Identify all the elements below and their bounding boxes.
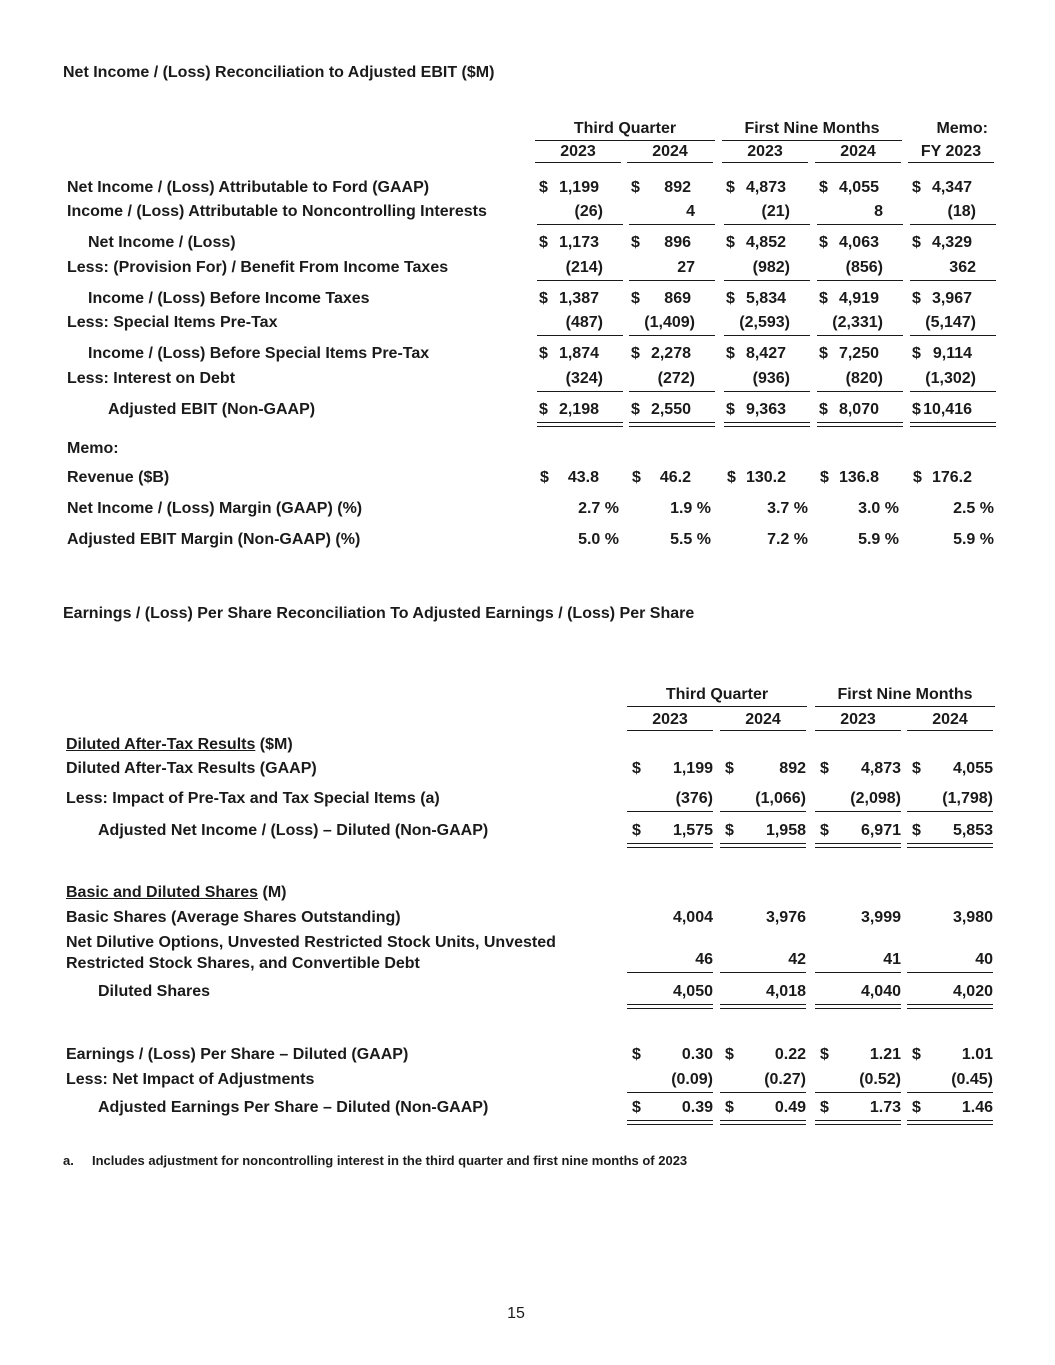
t1-cell: 896 xyxy=(664,234,691,251)
double-underline xyxy=(627,843,713,848)
t2-cell: 4,055 xyxy=(952,760,993,777)
t1-cell: (26) xyxy=(574,203,603,220)
t2-cell: 892 xyxy=(779,760,806,777)
t2-cell: 4,020 xyxy=(952,983,993,1000)
t2-cell: 1,575 xyxy=(672,822,713,839)
underline xyxy=(817,280,903,281)
t2-row-label: Adjusted Net Income / (Loss) – Diluted (Non-GAAP) xyxy=(98,822,489,839)
double-underline xyxy=(627,1120,713,1125)
t2-currency: $ xyxy=(912,1099,921,1116)
t2-currency: $ xyxy=(632,1046,641,1063)
t1-memo-row-label: Revenue ($B) xyxy=(67,469,170,486)
t2-cell: 0.30 xyxy=(681,1046,713,1063)
t2-currency: $ xyxy=(820,822,829,839)
t1-cell: 4,329 xyxy=(931,234,972,251)
table1-title: Net Income / (Loss) Reconciliation to Adjusted EBIT ($M) xyxy=(63,64,495,81)
t1-row-label: Income / (Loss) Attributable to Noncontrolling Interests xyxy=(67,203,487,220)
t1-year: 2024 xyxy=(840,143,876,160)
t1-cell: (936) xyxy=(752,370,790,387)
t1-currency: $ xyxy=(726,179,735,196)
t2-cell: (1,798) xyxy=(942,790,993,807)
t1-memo-cell: 2.7 % xyxy=(578,500,619,517)
double-underline xyxy=(907,1120,993,1125)
underline xyxy=(627,1092,713,1093)
t2-currency: $ xyxy=(912,822,921,839)
t2-cell: (376) xyxy=(675,790,713,807)
underline xyxy=(817,224,903,225)
t1-memo-cell: 3.7 % xyxy=(767,500,808,517)
t2-currency: $ xyxy=(725,822,734,839)
t2-currency: $ xyxy=(632,1099,641,1116)
t2-year: 2024 xyxy=(745,711,781,728)
t1-memo-cell: 7.2 % xyxy=(767,531,808,548)
double-underline xyxy=(817,422,903,427)
t2-currency: $ xyxy=(725,1099,734,1116)
t2-cell: 3,976 xyxy=(765,909,806,926)
t1-currency: $ xyxy=(631,290,640,307)
underline xyxy=(817,335,903,336)
t2-currency: $ xyxy=(820,1099,829,1116)
t1-cell: (214) xyxy=(565,259,603,276)
double-underline xyxy=(720,1004,806,1009)
t1-currency: $ xyxy=(913,469,922,486)
t2-currency: $ xyxy=(820,1046,829,1063)
t1-cell: 1,173 xyxy=(558,234,599,251)
t2-cell: 40 xyxy=(975,951,993,968)
t1-cell: 869 xyxy=(664,290,691,307)
t1-cell: (982) xyxy=(752,259,790,276)
t1-currency: $ xyxy=(727,469,736,486)
t1-cell: (272) xyxy=(657,370,695,387)
underline xyxy=(907,1092,993,1093)
t1-currency: $ xyxy=(540,469,549,486)
underline xyxy=(537,224,623,225)
t2-group-first-nine-months: First Nine Months xyxy=(837,686,973,703)
underline xyxy=(815,1092,901,1093)
underline xyxy=(720,1092,806,1093)
t1-currency: $ xyxy=(912,234,921,251)
underline xyxy=(817,391,903,392)
t1-currency: $ xyxy=(631,401,640,418)
t2-currency: $ xyxy=(632,760,641,777)
t2-year: 2023 xyxy=(652,711,688,728)
t2-cell: 1.21 xyxy=(869,1046,901,1063)
t1-memo-cell: 130.2 xyxy=(745,469,786,486)
t1-memo-cell: 176.2 xyxy=(931,469,972,486)
footnote-marker: a. xyxy=(63,1153,74,1168)
t2-row-label: Net Dilutive Options, Unvested Restricted Stock Units, Unvested xyxy=(66,934,556,951)
t1-cell: 8,427 xyxy=(745,345,786,362)
t2-group-third-quarter: Third Quarter xyxy=(665,686,769,703)
t1-year: 2023 xyxy=(747,143,783,160)
t1-cell: (18) xyxy=(947,203,976,220)
t1-group-memo: Memo: xyxy=(936,120,988,137)
t1-memo-cell: 5.9 % xyxy=(858,531,899,548)
t2-row-label: Diluted Shares xyxy=(98,983,211,1000)
t2-row-label: Diluted After-Tax Results (GAAP) xyxy=(66,760,317,777)
t2-cell: 0.49 xyxy=(774,1099,806,1116)
double-underline xyxy=(724,422,810,427)
t2-cell: 1.73 xyxy=(869,1099,901,1116)
t2-cell: 3,999 xyxy=(860,909,901,926)
underline xyxy=(537,335,623,336)
t1-currency: $ xyxy=(632,469,641,486)
t1-currency: $ xyxy=(819,345,828,362)
t1-cell: 9,363 xyxy=(745,401,786,418)
t2-cell: (0.45) xyxy=(951,1071,993,1088)
t2-cell: 4,050 xyxy=(672,983,713,1000)
t1-memo-cell: 5.0 % xyxy=(578,531,619,548)
t2-currency: $ xyxy=(725,760,734,777)
section-heading-diluted-results: Diluted After-Tax Results ($M) xyxy=(66,736,293,753)
t1-cell: 1,874 xyxy=(558,345,599,362)
t1-currency: $ xyxy=(631,179,640,196)
t1-cell: 8 xyxy=(874,203,883,220)
t1-cell: 4,055 xyxy=(838,179,879,196)
t1-currency: $ xyxy=(912,179,921,196)
t1-row-label: Income / (Loss) Before Income Taxes xyxy=(88,290,370,307)
underline xyxy=(537,280,623,281)
t2-currency: $ xyxy=(912,1046,921,1063)
t1-cell: (2,593) xyxy=(739,314,790,331)
t1-memo-cell: 2.5 % xyxy=(953,500,994,517)
underline xyxy=(629,280,715,281)
t1-cell: 9,114 xyxy=(932,345,972,362)
double-underline xyxy=(910,422,996,427)
t1-memo-cell: 3.0 % xyxy=(858,500,899,517)
page-number: 15 xyxy=(507,1305,525,1322)
t1-memo-cell: 1.9 % xyxy=(670,500,711,517)
underline xyxy=(910,335,996,336)
t2-cell: 6,971 xyxy=(860,822,901,839)
t1-currency: $ xyxy=(819,234,828,251)
t1-memo-row-label: Net Income / (Loss) Margin (GAAP) (%) xyxy=(67,500,363,517)
t1-cell: 4 xyxy=(686,203,695,220)
t1-cell: (2,331) xyxy=(832,314,883,331)
t1-currency: $ xyxy=(726,401,735,418)
double-underline xyxy=(815,843,901,848)
t1-cell: 2,198 xyxy=(558,401,599,418)
t1-year: FY 2023 xyxy=(920,143,982,160)
t2-cell: 4,004 xyxy=(672,909,713,926)
t1-cell: 4,873 xyxy=(745,179,786,196)
t2-row-label: Adjusted Earnings Per Share – Diluted (Non-GAAP) xyxy=(98,1099,489,1116)
double-underline xyxy=(815,1120,901,1125)
underline xyxy=(629,391,715,392)
t1-currency: $ xyxy=(820,469,829,486)
t1-cell: 3,967 xyxy=(931,290,972,307)
double-underline xyxy=(537,422,623,427)
underline xyxy=(627,972,713,973)
t1-memo-cell: 43.8 xyxy=(567,469,599,486)
t1-cell: (324) xyxy=(565,370,603,387)
underline xyxy=(720,972,806,973)
t1-cell: (487) xyxy=(565,314,603,331)
underline xyxy=(815,811,901,812)
t1-cell: 7,250 xyxy=(838,345,879,362)
underline xyxy=(815,972,901,973)
t1-row-label: Adjusted EBIT (Non-GAAP) xyxy=(108,401,316,418)
t1-cell: (21) xyxy=(761,203,790,220)
t1-group-third-quarter: Third Quarter xyxy=(573,120,677,137)
underline xyxy=(910,391,996,392)
t2-currency: $ xyxy=(632,822,641,839)
t1-currency: $ xyxy=(819,179,828,196)
double-underline xyxy=(720,843,806,848)
t2-cell: 42 xyxy=(788,951,806,968)
underline xyxy=(724,391,810,392)
t1-currency: $ xyxy=(539,401,548,418)
t1-cell: (5,147) xyxy=(925,314,976,331)
t1-cell: 1,387 xyxy=(558,290,599,307)
t2-cell: 4,018 xyxy=(765,983,806,1000)
t2-cell: (0.52) xyxy=(859,1071,901,1088)
t2-cell: 1.46 xyxy=(961,1099,993,1116)
t1-memo-cell: 5.9 % xyxy=(953,531,994,548)
t2-cell: 4,873 xyxy=(860,760,901,777)
underline xyxy=(907,972,993,973)
t1-cell: (1,409) xyxy=(644,314,695,331)
t1-currency: $ xyxy=(539,345,548,362)
t1-cell: 10,416 xyxy=(923,401,972,418)
t1-currency: $ xyxy=(539,179,548,196)
t2-year: 2024 xyxy=(932,711,968,728)
t2-cell: (1,066) xyxy=(755,790,806,807)
t2-row-label: Earnings / (Loss) Per Share – Diluted (GAAP) xyxy=(66,1046,409,1063)
t1-memo-cell: 5.5 % xyxy=(670,531,711,548)
t2-cell: 5,853 xyxy=(952,822,993,839)
t1-currency: $ xyxy=(819,401,828,418)
t1-currency: $ xyxy=(631,234,640,251)
t1-row-label: Less: Interest on Debt xyxy=(67,370,236,387)
t1-currency: $ xyxy=(539,290,548,307)
t1-year: 2024 xyxy=(652,143,688,160)
t1-memo-cell: 136.8 xyxy=(838,469,879,486)
t1-memo-label: Memo: xyxy=(67,440,119,457)
double-underline xyxy=(720,1120,806,1125)
t1-cell: 362 xyxy=(949,259,976,276)
t2-cell: 1.01 xyxy=(961,1046,993,1063)
t1-currency: $ xyxy=(539,234,548,251)
t1-cell: 892 xyxy=(664,179,691,196)
t1-memo-row-label: Adjusted EBIT Margin (Non-GAAP) (%) xyxy=(67,531,361,548)
t1-cell: 4,063 xyxy=(838,234,879,251)
t1-cell: 5,834 xyxy=(745,290,786,307)
t2-cell: (0.27) xyxy=(764,1071,806,1088)
t2-cell: 1,958 xyxy=(765,822,806,839)
section-heading-shares: Basic and Diluted Shares (M) xyxy=(66,884,287,901)
double-underline xyxy=(627,1004,713,1009)
t1-row-label: Net Income / (Loss) Attributable to Ford (GAAP) xyxy=(67,179,430,196)
underline xyxy=(724,335,810,336)
t1-currency: $ xyxy=(912,345,921,362)
underline xyxy=(907,811,993,812)
double-underline xyxy=(815,1004,901,1009)
underline xyxy=(627,811,713,812)
t2-cell: 46 xyxy=(695,951,713,968)
t1-cell: (820) xyxy=(845,370,883,387)
t1-cell: 27 xyxy=(677,259,695,276)
t2-row-label: Less: Impact of Pre-Tax and Tax Special Items (a) xyxy=(66,790,440,807)
underline xyxy=(537,391,623,392)
underline xyxy=(720,811,806,812)
t2-cell: 4,040 xyxy=(860,983,901,1000)
t1-cell: 8,070 xyxy=(838,401,879,418)
t2-cell: 0.22 xyxy=(774,1046,806,1063)
t1-cell: 4,852 xyxy=(745,234,786,251)
underline xyxy=(910,280,996,281)
t1-cell: 4,919 xyxy=(838,290,879,307)
double-underline xyxy=(907,843,993,848)
t2-cell: 41 xyxy=(883,951,901,968)
t2-currency: $ xyxy=(820,760,829,777)
t2-cell: (0.09) xyxy=(671,1071,713,1088)
t1-currency: $ xyxy=(726,234,735,251)
t2-cell: 3,980 xyxy=(952,909,993,926)
underline xyxy=(910,224,996,225)
t1-currency: $ xyxy=(912,401,921,418)
t1-currency: $ xyxy=(726,290,735,307)
double-underline xyxy=(907,1004,993,1009)
t1-cell: 2,278 xyxy=(650,345,691,362)
table2-title: Earnings / (Loss) Per Share Reconciliation To Adjusted Earnings / (Loss) Per Share xyxy=(63,605,695,622)
t1-currency: $ xyxy=(631,345,640,362)
t1-cell: 2,550 xyxy=(650,401,691,418)
t2-cell: 1,199 xyxy=(672,760,713,777)
t2-currency: $ xyxy=(912,760,921,777)
t2-cell: 0.39 xyxy=(681,1099,713,1116)
t1-row-label: Income / (Loss) Before Special Items Pre-Tax xyxy=(88,345,430,362)
t1-cell: 1,199 xyxy=(558,179,599,196)
t1-year: 2023 xyxy=(560,143,596,160)
underline xyxy=(629,335,715,336)
t1-currency: $ xyxy=(819,290,828,307)
t1-memo-cell: 46.2 xyxy=(659,469,691,486)
t1-cell: (856) xyxy=(845,259,883,276)
t1-cell: 4,347 xyxy=(931,179,972,196)
t2-row-label: Less: Net Impact of Adjustments xyxy=(66,1071,315,1088)
underline xyxy=(724,280,810,281)
underline xyxy=(724,224,810,225)
t1-row-label: Less: (Provision For) / Benefit From Income Taxes xyxy=(67,259,449,276)
double-underline xyxy=(629,422,715,427)
t2-cell: (2,098) xyxy=(850,790,901,807)
t1-cell: (1,302) xyxy=(925,370,976,387)
t2-row-label: Restricted Stock Shares, and Convertible Debt xyxy=(66,955,420,972)
t2-year: 2023 xyxy=(840,711,876,728)
t2-row-label: Basic Shares (Average Shares Outstanding) xyxy=(66,909,401,926)
footnote-text: Includes adjustment for noncontrolling interest in the third quarter and first nine months of 2023 xyxy=(92,1153,688,1168)
t1-row-label: Net Income / (Loss) xyxy=(88,234,236,251)
t1-currency: $ xyxy=(726,345,735,362)
t1-row-label: Less: Special Items Pre-Tax xyxy=(67,314,278,331)
t1-currency: $ xyxy=(912,290,921,307)
t2-currency: $ xyxy=(725,1046,734,1063)
t1-group-first-nine-months: First Nine Months xyxy=(744,120,880,137)
underline xyxy=(629,224,715,225)
